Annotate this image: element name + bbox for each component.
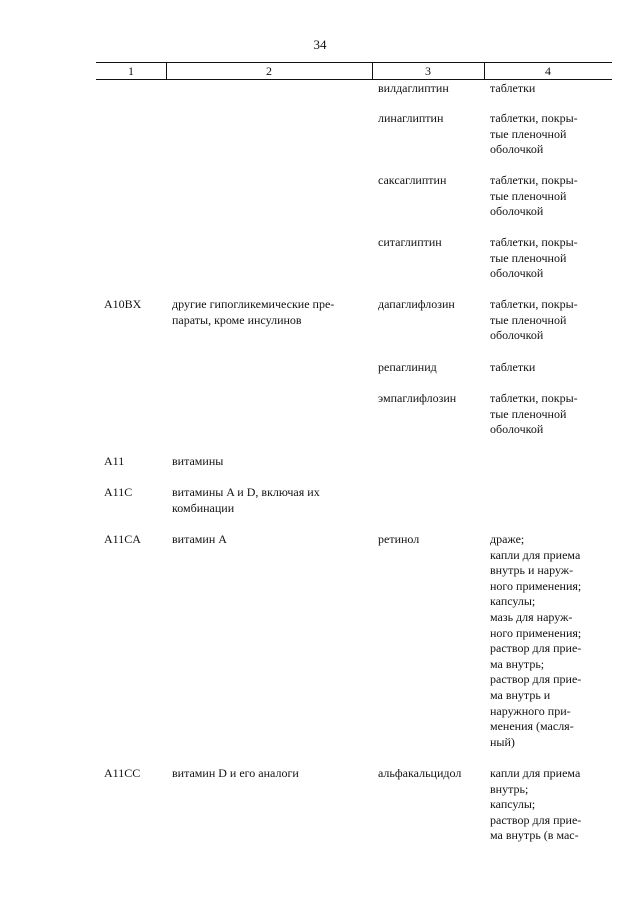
form-cell: драже; капли для приема внутрь и наруж- ного применения; капсулы; мазь для наруж- ного применения; раствор для прие- ма внутрь; раствор для прие- ма внутрь и наружного при- менения (масля- ный) [490, 532, 582, 749]
group-cell: другие гипогликемические пре- параты, кроме инсулинов [172, 297, 335, 327]
atc-code-cell: A10BX [104, 297, 142, 311]
substance-cell: линаглиптин [378, 111, 444, 125]
substance-cell: ретинол [378, 532, 420, 546]
substance-cell: саксаглиптин [378, 173, 447, 187]
group-cell: витамины [172, 454, 224, 468]
form-cell: таблетки, покры- тые пленочной оболочкой [490, 235, 578, 281]
form-cell: таблетки, покры- тые пленочной оболочкой [490, 391, 578, 437]
substance-cell: альфакальцидол [378, 766, 462, 780]
column-header-2: 2 [266, 64, 272, 78]
group-cell: витамин A [172, 532, 227, 546]
group-cell: витамины A и D, включая их комбинации [172, 485, 320, 515]
column-header-4: 4 [545, 64, 551, 78]
substance-cell: вилдаглиптин [378, 81, 449, 95]
atc-code-cell: A11 [104, 454, 125, 468]
form-cell: таблетки, покры- тые пленочной оболочкой [490, 111, 578, 157]
form-cell: таблетки, покры- тые пленочной оболочкой [490, 297, 578, 343]
atc-code-cell: A11CA [104, 532, 141, 546]
header-divider [372, 63, 373, 80]
column-header-3: 3 [425, 64, 431, 78]
substance-cell: репаглинид [378, 360, 437, 374]
column-header-1: 1 [128, 64, 134, 78]
form-cell: таблетки, покры- тые пленочной оболочкой [490, 173, 578, 219]
atc-code-cell: A11CC [104, 766, 141, 780]
form-cell: таблетки [490, 81, 536, 95]
substance-cell: дапаглифлозин [378, 297, 455, 311]
group-cell: витамин D и его аналоги [172, 766, 299, 780]
atc-code-cell: A11C [104, 485, 133, 499]
form-cell: капли для приема внутрь; капсулы; раствор для прие- ма внутрь (в мас- [490, 766, 582, 843]
header-divider [166, 63, 167, 80]
substance-cell: эмпаглифлозин [378, 391, 457, 405]
table-header-row [96, 63, 612, 80]
page-number: 34 [313, 37, 327, 52]
substance-cell: ситаглиптин [378, 235, 442, 249]
form-cell: таблетки [490, 360, 536, 374]
header-divider [484, 63, 485, 80]
